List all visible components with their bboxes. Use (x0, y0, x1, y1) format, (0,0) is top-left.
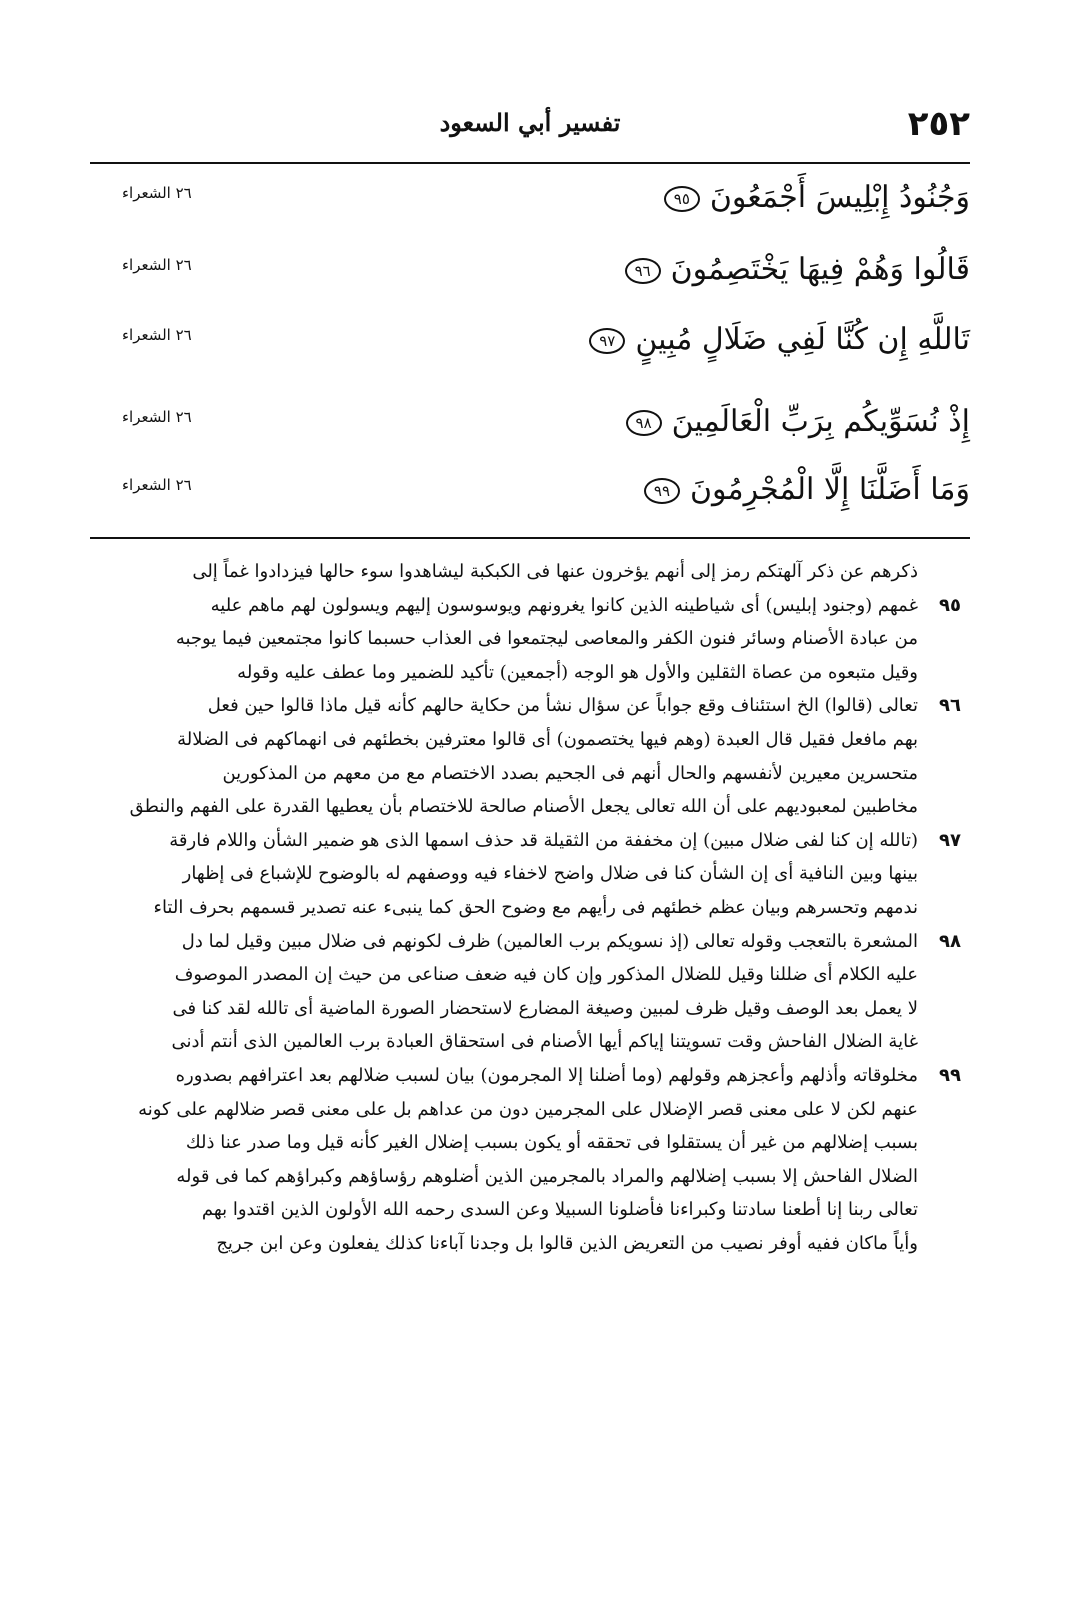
verse-text: قَالُوا وَهُمْ فِيهَا يَخْتَصِمُونَ٩٦ (625, 242, 970, 298)
commentary-line-text: تعالى (قالوا) الخ استئناف وقع جواباً عن سؤال نشأ من حكاية حالهم كأنه قيل ماذا قالوا حين فعل (207, 695, 918, 717)
commentary-line-text: بهم مافعل فقيل قال العبدة (وهم فيها يختصمون) أى قالوا معترفين بخطئهم فى انهماكهم فى الضلالة (177, 728, 918, 750)
commentary-line (90, 891, 970, 925)
commentary-line (90, 757, 970, 791)
verse-row (90, 462, 970, 522)
commentary-line (90, 723, 970, 757)
commentary-line-text: بينها وبين النافية أى إن الشأن كنا فى ضلال واضح لاخفاء فيه ووصفهم له بالوضوح للإشباع فى إظهار (182, 863, 918, 885)
commentary-line (90, 1025, 970, 1059)
commentary-line-text: غاية الضلال الفاحش وقت تسويتنا إياكم أيها الأصنام فى استحقاق العبادة برب العالمين الذى أنتم أدنى (171, 1031, 918, 1053)
verse-row (90, 242, 970, 302)
commentary-line (90, 1227, 970, 1261)
commentary-text (90, 555, 970, 1260)
verse-row (90, 170, 970, 230)
verse-text: وَمَا أَضَلَّنَا إِلَّا الْمُجْرِمُونَ٩٩ (644, 462, 970, 518)
commentary-line (90, 857, 970, 891)
verse-row (90, 312, 970, 372)
commentary-line-text: (تالله إن كنا لفى ضلال مبين) إن مخففة من الثقيلة قد حذف اسمها الذى هو ضمير الشأن واللام فارقة (169, 829, 918, 851)
commentary-line-text: لا يعمل بعد الوصف وقيل ظرف لمبين وصيغة المضارع لاستحضار الصورة الماضية أى تالله لقد كنا فى (172, 997, 918, 1019)
verse-number-marker: ٩٨ (626, 410, 662, 436)
commentary-line-text: الضلال الفاحش إلا بسبب إضلالهم والمراد بالمجرمين الذين أضلوهم رؤساؤهم وكبراؤهم كما فى قوله (176, 1165, 918, 1187)
page-header (90, 100, 970, 164)
verse-text: وَجُنُودُ إِبْلِيسَ أَجْمَعُونَ٩٥ (664, 170, 970, 226)
commentary-line (90, 589, 970, 623)
commentary-line (90, 958, 970, 992)
commentary-line-text: غمهم (وجنود إبليس) أى شياطينه الذين كانوا يغرونهم ويوسوسون إليهم ويسولون لهم ماهم عليه (210, 594, 918, 616)
verse-row (90, 394, 970, 454)
verse-block (90, 170, 970, 530)
verse-reference: ٢٦ الشعراء (122, 326, 192, 344)
commentary-line-text: تعالى ربنا إنا أطعنا سادتنا وكبراءنا فأضلونا السبيلا وعن السدى رحمه الله الأولون الذين اقتدوا بهم (201, 1199, 918, 1221)
commentary-line-text: مخاطبين لمعبوديهم على أن الله تعالى يجعل الأصنام صالحة للاختصام بأن يعطيها القدرة على الفهم والنطق (129, 796, 918, 818)
commentary-line-text: وقيل متبعوه من عصاة الثقلين والأول هو الوجه (أجمعين) تأكيد للضمير وما عطف عليه وقوله (237, 661, 918, 683)
commentary-line-text: وأياً ماكان ففيه أوفر نصيب من التعريض الذين قالوا بل وجدنا آباءنا كذلك يفعلون وعن ابن جريج (216, 1232, 918, 1254)
book-title: تفسير أبي السعود (439, 108, 621, 137)
section-divider (90, 537, 970, 539)
commentary-line-text: مخلوقاته وأذلهم وأعجزهم وقولهم (وما أضلنا إلا المجرمون) بيان لسبب ضلالهم بعد اعترافهم بصدوره (175, 1064, 918, 1086)
commentary-line (90, 1059, 970, 1093)
commentary-line-text: ندمهم وتحسرهم وبيان عظم خطئهم فى رأيهم مع وضوح الحق كما ينبىء عنه تصدير قسمهم بحرف التاء (153, 896, 918, 918)
commentary-line (90, 992, 970, 1026)
verse-text: إِذْ نُسَوِّيكُم بِرَبِّ الْعَالَمِينَ٩٨ (626, 394, 970, 450)
commentary-line-text: المشعرة بالتعجب وقوله تعالى (إذ نسويكم برب العالمين) ظرف لكونهم فى ضلال مبين وقيل لما دل (181, 930, 918, 952)
verse-reference: ٢٦ الشعراء (122, 184, 192, 202)
commentary-line-text: ذكرهم عن ذكر آلهتكم رمز إلى أنهم يؤخرون عنها فى الكبكبة ليشاهدوا سوء حالها فيزدادوا غماً إلى (192, 561, 918, 582)
commentary-line-text: متحسرين معيرين لأنفسهم والحال أنهم فى الجحيم بصدد الاختصام مع من معهم من المذكورين (222, 762, 918, 784)
commentary-line (90, 824, 970, 858)
verse-number-marker: ٩٩ (644, 478, 680, 504)
commentary-line-text: عليه الكلام أى ضللنا وقيل للضلال المذكور وإن كان فيه ضعف صناعى من حيث إن المصدر الموصوف (174, 964, 918, 986)
verse-reference: ٢٦ الشعراء (122, 408, 192, 426)
verse-number-marker: ٩٦ (625, 258, 661, 284)
commentary-line (90, 1193, 970, 1227)
commentary-line (90, 790, 970, 824)
commentary-line (90, 555, 970, 589)
commentary-line (90, 1160, 970, 1194)
verse-number-marker: ٩٧ (589, 328, 625, 354)
page-number: ٢٥٢ (907, 104, 970, 144)
commentary-line (90, 622, 970, 656)
commentary-line (90, 925, 970, 959)
commentary-line (90, 689, 970, 723)
commentary-line (90, 1126, 970, 1160)
verse-number: ٩٦ (939, 695, 961, 717)
verse-number: ٩٨ (939, 930, 961, 952)
verse-text: تَاللَّهِ إِن كُنَّا لَفِي ضَلَالٍ مُبِينٍ٩٧ (589, 312, 970, 368)
commentary-line-text: عنهم لكن لا على معنى قصر الإضلال على المجرمين دون من عداهم بل على معنى قصر ضلالهم على كونه (138, 1098, 918, 1120)
verse-number: ٩٧ (939, 829, 961, 851)
commentary-line-text: من عبادة الأصنام وسائر فنون الكفر والمعاصى ليجتمعوا فى العذاب حسبما كانوا مجتمعين فيما يوجبه (175, 628, 918, 650)
commentary-line (90, 656, 970, 690)
verse-number: ٩٥ (939, 594, 961, 616)
verse-reference: ٢٦ الشعراء (122, 256, 192, 274)
commentary-line (90, 1093, 970, 1127)
verse-number-marker: ٩٥ (664, 186, 700, 212)
verse-reference: ٢٦ الشعراء (122, 476, 192, 494)
verse-number: ٩٩ (939, 1064, 961, 1086)
commentary-line-text: بسبب إضلالهم من غير أن يستقلوا فى تحققه أو يكون بسبب إضلال الغير كأنه قيل وما صدر عنا ذلك (185, 1132, 918, 1154)
